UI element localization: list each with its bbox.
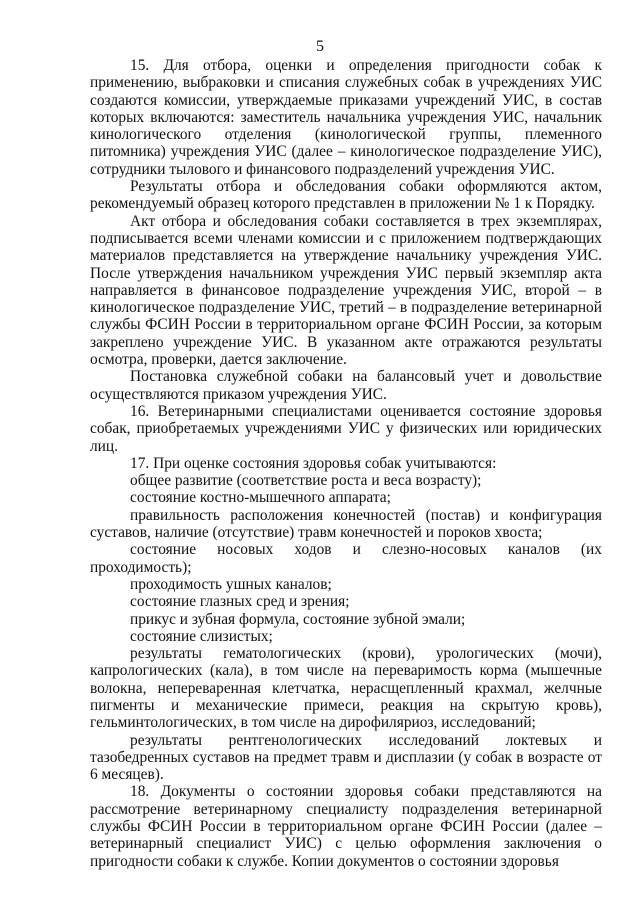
- paragraph-16: 16. Ветеринарными специалистами оценивается состояние здоровья собак, приобретаемых учреждениями УИС у физических или юридических лиц.: [90, 402, 602, 455]
- paragraph-act: Акт отбора и обследования собаки составляется в трех экземплярах, подписывается всеми членами комиссии и с приложением подтверждающих материалов представляется на утверждение начальнику учреждения УИС. После утверждения начальником учреждения УИС первый экземпляр акта направляется в финансовое подразделение учреждения УИС, второй – в кинологическое подразделение УИС, третий – в подразделение ветеринарной службы ФСИН России в территориальном органе ФСИН России, за которым закреплено учреждение УИС. В указанном акте отражаются результаты осмотра, проверки, дается заключение.: [90, 212, 602, 369]
- list-item: результаты гематологических (крови), урологических (мочи), капрологических (кала), в том числе на переваримость корма (мышечные волокна, непереваренная клетчатка, нерасщепленный крахмал, желчные пигменты и механические примеси, реакция на скрытую кровь), гельминтологических, в том числе на дирофиляриоз, исследований;: [90, 645, 602, 732]
- document-body: [90, 57, 602, 870]
- list-item: результаты рентгенологических исследований локтевых и тазобедренных суставов на предмет травм и дисплазии (у собак в возрасте от 6 месяцев).: [90, 731, 602, 784]
- list-item: состояние глазных сред и зрения;: [130, 593, 350, 611]
- paragraph-registration: Постановка служебной собаки на балансовый учет и довольствие осуществляются приказом учреждения УИС.: [90, 368, 602, 403]
- paragraph-17: 17. При оценке состояния здоровья собак учитываются:: [130, 454, 497, 472]
- list-item: правильность расположения конечностей (постав) и конфигурация суставов, наличие (отсутствие) травм конечностей и пороков хвоста;: [90, 506, 602, 542]
- paragraph-results: Результаты отбора и обследования собаки оформляются актом, рекомендуемый образец которого представлен в приложении № 1 к Порядку.: [90, 178, 602, 213]
- list-item: состояние носовых ходов и слезно-носовых каналов (их проходимость);: [90, 541, 602, 576]
- list-item: состояние костно-мышечного аппарата;: [130, 489, 391, 507]
- list-item: прикус и зубная формула, состояние зубной эмали;: [130, 610, 466, 628]
- paragraph-18: 18. Документы о состоянии здоровья собаки представляются на рассмотрение ветеринарному специалисту подразделения ветеринарной службы ФСИН России в территориальном органе ФСИН России (далее – ветеринарный специалист УИС) с целью оформления заключения о пригодности собаки к службе. Копии документов о состоянии здоровья: [90, 783, 602, 870]
- list-item: общее развитие (соответствие роста и веса возрасту);: [130, 472, 482, 490]
- page-number: 5: [316, 38, 324, 55]
- list-item: проходимость ушных каналов;: [130, 575, 332, 593]
- paragraph-15: 15. Для отбора, оценки и определения пригодности собак к применению, выбраковки и списания служебных собак в учреждениях УИС создаются комиссии, утверждаемые приказами учреждений УИС, в состав которых включаются: заместитель начальника учреждения УИС, начальник кинологического отделения (кинологической группы, племенного питомника) учреждения УИС (далее – кинологическое подразделение УИС), сотрудники тылового и финансового подразделений учреждения УИС.: [90, 57, 602, 178]
- list-item: состояние слизистых;: [130, 627, 273, 645]
